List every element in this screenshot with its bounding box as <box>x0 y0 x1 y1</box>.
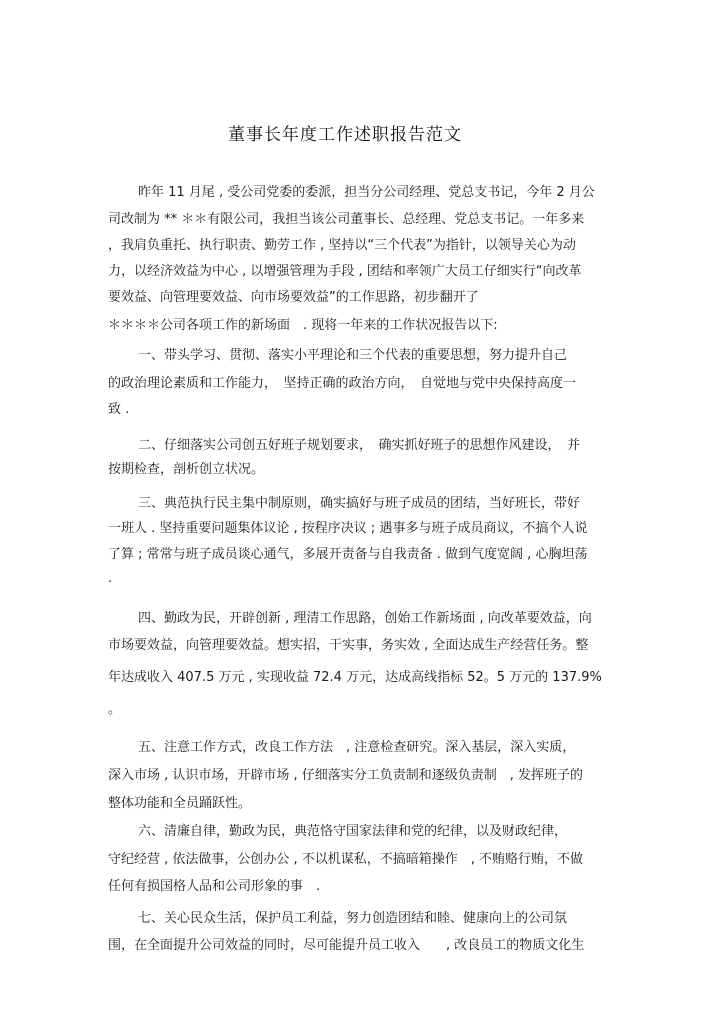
paragraph-line: 二、仔细落实公司创五好班子规划要求， 确实抓好班子的思想作风建设， 并 <box>138 438 581 453</box>
paragraph-line: 六、清廉自律，勤政为民，典范恪守国家法律和党的纪律，以及财政纪律， <box>138 824 568 839</box>
paragraph-line: 。 <box>108 702 122 717</box>
paragraph-line: 任何有损国格人品和公司形象的事 . <box>108 879 321 894</box>
paragraph-line: ＊＊＊＊公司各项工作的新场面 . 现将一年来的工作状况报告以下: <box>108 318 498 333</box>
paragraph-line: 围，在全面提升公司效益的同时，尽可能提升员工收入 , 改良员工的物质文化生 <box>108 938 585 953</box>
paragraph-line: 五、注意工作方式，改良工作方法 , 注意检查研究。深入基层，深入实质， <box>138 740 576 755</box>
paragraph-line: . <box>108 571 113 586</box>
paragraph-line: 守纪经营 , 依法做事，公创办公 , 不以机谋私，不搞暗箱操作 , 不贿赂行贿，不做 <box>108 852 584 867</box>
paragraph-line: 四、勤政为民，开辟创新 , 理清工作思路，创始工作新场面 , 向改革要效益，向 <box>138 611 592 626</box>
paragraph-line: 一班人 . 坚持重要问题集体议论 , 按程序决议 ; 遇事多与班子成员商议，不搞个人说 <box>108 521 588 536</box>
paragraph-line: 深入市场 , 认识市场，开辟市场 , 仔细落实分工负责制和逐级负责制 , 发挥班子的 <box>108 768 584 783</box>
paragraph-line: 要效益、向管理要效益、向市场要效益”的工作思路，初步翻开了 <box>108 290 479 305</box>
paragraph-line: 整体功能和全员踊跃性。 <box>108 796 252 811</box>
paragraph-line: 力，以经济效益为中心 , 以增强管理为手段 , 团结和率领广大员工仔细实行“向改革 <box>108 264 582 279</box>
paragraph-line: 一、带头学习、贯彻、落实小平理论和三个代表的重要思想，努力提升自己 <box>138 348 568 363</box>
document-title: 董事长年度工作述职报告范文 <box>228 125 462 145</box>
paragraph-line: 七、关心民众生活，保护员工利益，努力创造团结和睦、健康向上的公司氛 <box>138 911 568 926</box>
paragraph-line: 按期检查，剖析创立状况。 <box>108 462 265 477</box>
paragraph-line: 市场要效益，向管理要效益。想实招，干实事，务实效 , 全面达成生产经营任务。整 <box>108 638 589 653</box>
paragraph-line: 三、典范执行民主集中制原则，确实搞好与班子成员的团结，当好班长，带好 <box>138 496 581 511</box>
paragraph-line: 致 . <box>108 402 130 417</box>
paragraph-line: ，我肩负重托、执行职责、勤劳工作 , 坚持以“三个代表”为指针，以领导关心为动 <box>108 238 576 253</box>
paragraph-line: 司改制为 ** ＊＊有限公司，我担当该公司董事长、总经理、党总支书记。一年多来 <box>108 212 585 227</box>
paragraph-line: 昨年 11 月尾 , 受公司党委的委派，担当分公司经理、党总支书记，今年 2 月公 <box>138 185 595 200</box>
paragraph-line: 了算 ; 常常与班子成员谈心通气，多展开责备与自我责备 . 做到气度宽阔 , 心胸坦荡 <box>108 547 588 562</box>
paragraph-line: 年达成收入 407.5 万元 , 实现收益 72.4 万元，达成高线指标 52。5 万元的 137.9% <box>108 670 602 685</box>
paragraph-line: 的政治理论素质和工作能力， 坚持正确的政治方向， 自觉地与党中央保持高度一 <box>108 376 577 391</box>
